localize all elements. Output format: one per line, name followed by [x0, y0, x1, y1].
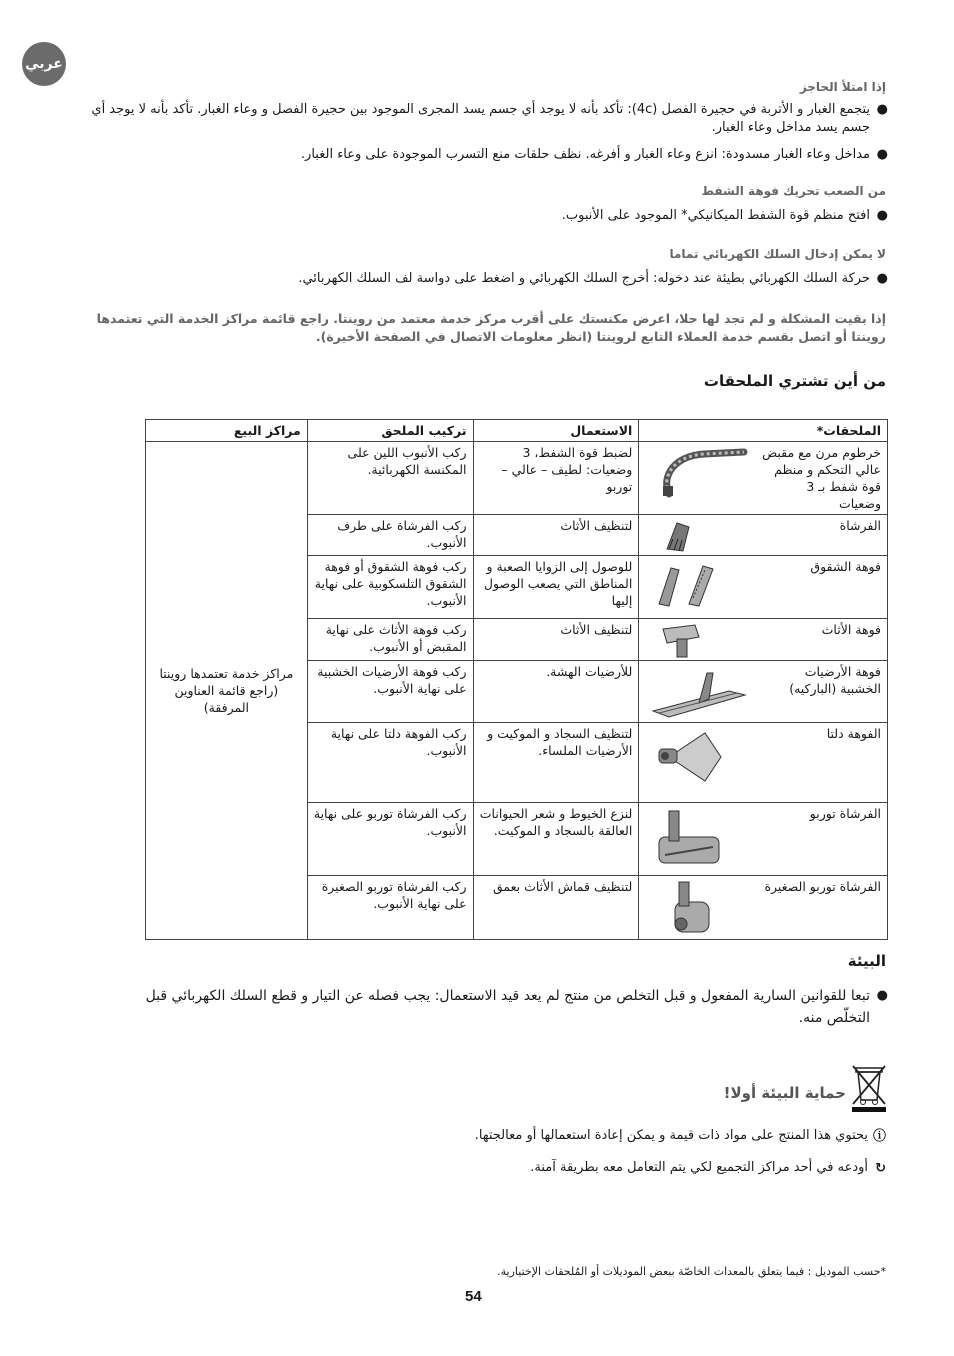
- fitting-cell: ركب الفرشاة توربو على نهاية الأنبوب.: [307, 803, 473, 876]
- bullet-item: ● حركة السلك الكهربائي بطيئة عند دخوله: أخرج السلك الكهربائي و اضغط على دواسة لف السلك الكهربائي.: [298, 271, 888, 286]
- fitting-cell: ركب الأنبوب اللين على المكنسة الكهربائية.: [307, 442, 473, 515]
- bullet-dot: ●: [876, 102, 888, 117]
- sales-cell: مراكز خدمة تعتمدها روينتا (راجع قائمة العناوين المرفقة): [146, 442, 308, 940]
- header-use: الاستعمال: [473, 420, 639, 442]
- table-header-row: [146, 420, 888, 442]
- environment-bullet: ● تبعا للقوانين السارية المفعول و قبل التخلص من منتج لم يعد قيد الاستعمال: يجب فصله عن التيار و قطع السلك الكهربائي قبل التخلّص منه.: [126, 985, 886, 1029]
- accessory-cell: فوهة الشقوق: [639, 556, 888, 619]
- use-cell: لنزع الخيوط و شعر الحيوانات العالقة بالسجاد و الموكيت.: [473, 803, 639, 876]
- accessory-cell: الفرشاة توربو الصغيرة: [639, 876, 888, 940]
- upholstery-nozzle-icon: [659, 623, 709, 659]
- bullet-item: ● يتجمع الغبار و الأتربة في حجيرة الفصل (4c): تأكد بأنه لا يوجد أي جسم يسد المجرى الموجود بين حجيرة الفصل و وعاء الغبار. تأكد بأنه لا يوجد أي جسم يسد مداخل وعاء الغبار.: [91, 102, 888, 135]
- use-cell: للأرضيات الهشة.: [473, 661, 639, 723]
- accessory-cell: الفرشاة توربو: [639, 803, 888, 876]
- fitting-cell: ركب الفرشاة على طرف الأنبوب.: [307, 515, 473, 556]
- delta-nozzle-icon: [655, 727, 727, 787]
- hose-icon: [649, 446, 749, 498]
- weee-bin-icon: [850, 1062, 888, 1114]
- accessory-cell: الفرشاة: [639, 515, 888, 556]
- fitting-cell: ركب فوهة الأثاث على نهاية المقبض أو الأنبوب.: [307, 619, 473, 661]
- use-cell: لتنظيف الأثاث: [473, 619, 639, 661]
- brush-icon: [659, 519, 699, 555]
- crevice-nozzle-icon: [653, 560, 723, 608]
- use-cell: لتنظيف قماش الأثاث بعمق: [473, 876, 639, 940]
- page-number: 54: [465, 1288, 482, 1305]
- parquet-nozzle-icon: [649, 665, 749, 719]
- use-cell: لتنظيف الأثاث: [473, 515, 639, 556]
- use-cell: للوصول إلى الزوايا الصعبة و المناطق التي يصعب الوصول إليها: [473, 556, 639, 619]
- recycle-icon: ↻: [875, 1161, 886, 1176]
- eco-line-2: ↻ أودعه في أحد مراكز التجميع لكي يتم التعامل معه بطريقة آمنة.: [530, 1160, 886, 1176]
- bullet-dot: ●: [876, 988, 888, 1003]
- use-cell: لضبط قوة الشفط، 3 وضعيات: لطيف – عالي – توربو: [473, 442, 639, 515]
- mini-turbo-brush-icon: [659, 880, 719, 938]
- accessory-cell: فوهة الأثاث: [639, 619, 888, 661]
- table-row: [146, 442, 888, 515]
- accessories-title: من أين تشتري الملحقات: [703, 372, 886, 390]
- environment-title: البيئة: [847, 952, 886, 970]
- accessory-cell: فوهة الأرضيات الخشبية (الباركيه): [639, 661, 888, 723]
- eco-line-1: ⓘ يحتوي هذا المنتج على مواد ذات قيمة و يمكن إعادة استعمالها أو معالجتها.: [474, 1128, 886, 1144]
- eco-title: حماية البيئة أولا!: [723, 1084, 846, 1102]
- bullet-dot: ●: [876, 208, 888, 223]
- accessory-cell: خرطوم مرن مع مقبض عالي التحكم و منظم قوة شفط بـ 3 وضعيات: [639, 442, 888, 515]
- turbo-brush-icon: [655, 807, 727, 871]
- fitting-cell: ركب فوهة الأرضيات الخشبية على نهاية الأنبوب.: [307, 661, 473, 723]
- accessories-table: [145, 419, 888, 940]
- use-cell: لتنظيف السجاد و الموكيت و الأرضيات الملساء.: [473, 723, 639, 803]
- bullet-dot: ●: [876, 147, 888, 162]
- accessory-cell: الفوهة دلتا: [639, 723, 888, 803]
- service-notice: إذا بقيت المشكلة و لم تجد لها حلا، اعرض مكنستك على أقرب مركز خدمة معتمد من روينتا. راجع قائمة مراكز الخدمة التي تعتمدها روينتا أو اتصل بقسم خدمة العملاء التابع لروينتا (انظر معلومات الاتصال في الصفحة الأخيرة).: [96, 311, 886, 344]
- header-accessories: الملحقات*: [639, 420, 888, 442]
- bullet-dot: ●: [876, 271, 888, 286]
- section-heading-cord: لا يمكن إدخال السلك الكهربائي تماما: [669, 247, 886, 261]
- header-fitting: تركيب الملحق: [307, 420, 473, 442]
- footnote: *حسب الموديل : فيما يتعلق بالمعدات الخاصّة ببعض الموديلات أو المُلحقات الإختيارية.: [497, 1265, 886, 1278]
- fitting-cell: ركب الفرشاة توربو الصغيرة على نهاية الأنبوب.: [307, 876, 473, 940]
- section-heading-full-barrier: إذا امتلأ الحاجز: [799, 80, 886, 94]
- bullet-item: ● مداخل وعاء الغبار مسدودة: انزع وعاء الغبار و أفرغه. نظف حلقات منع التسرب الموجودة على وعاء الغبار.: [300, 147, 888, 162]
- bullet-item: ● افتح منظم قوة الشفط الميكانيكي* الموجود على الأنبوب.: [561, 208, 888, 223]
- language-badge: عربي: [22, 42, 66, 86]
- section-heading-nozzle: من الصعب تحريك فوهة الشفط: [701, 184, 886, 198]
- info-icon: ⓘ: [872, 1129, 886, 1144]
- fitting-cell: ركب فوهة الشقوق أو فوهة الشقوق التلسكوبية على نهاية الأنبوب.: [307, 556, 473, 619]
- header-sales: مراكز البيع: [146, 420, 308, 442]
- fitting-cell: ركب الفوهة دلتا على نهاية الأنبوب.: [307, 723, 473, 803]
